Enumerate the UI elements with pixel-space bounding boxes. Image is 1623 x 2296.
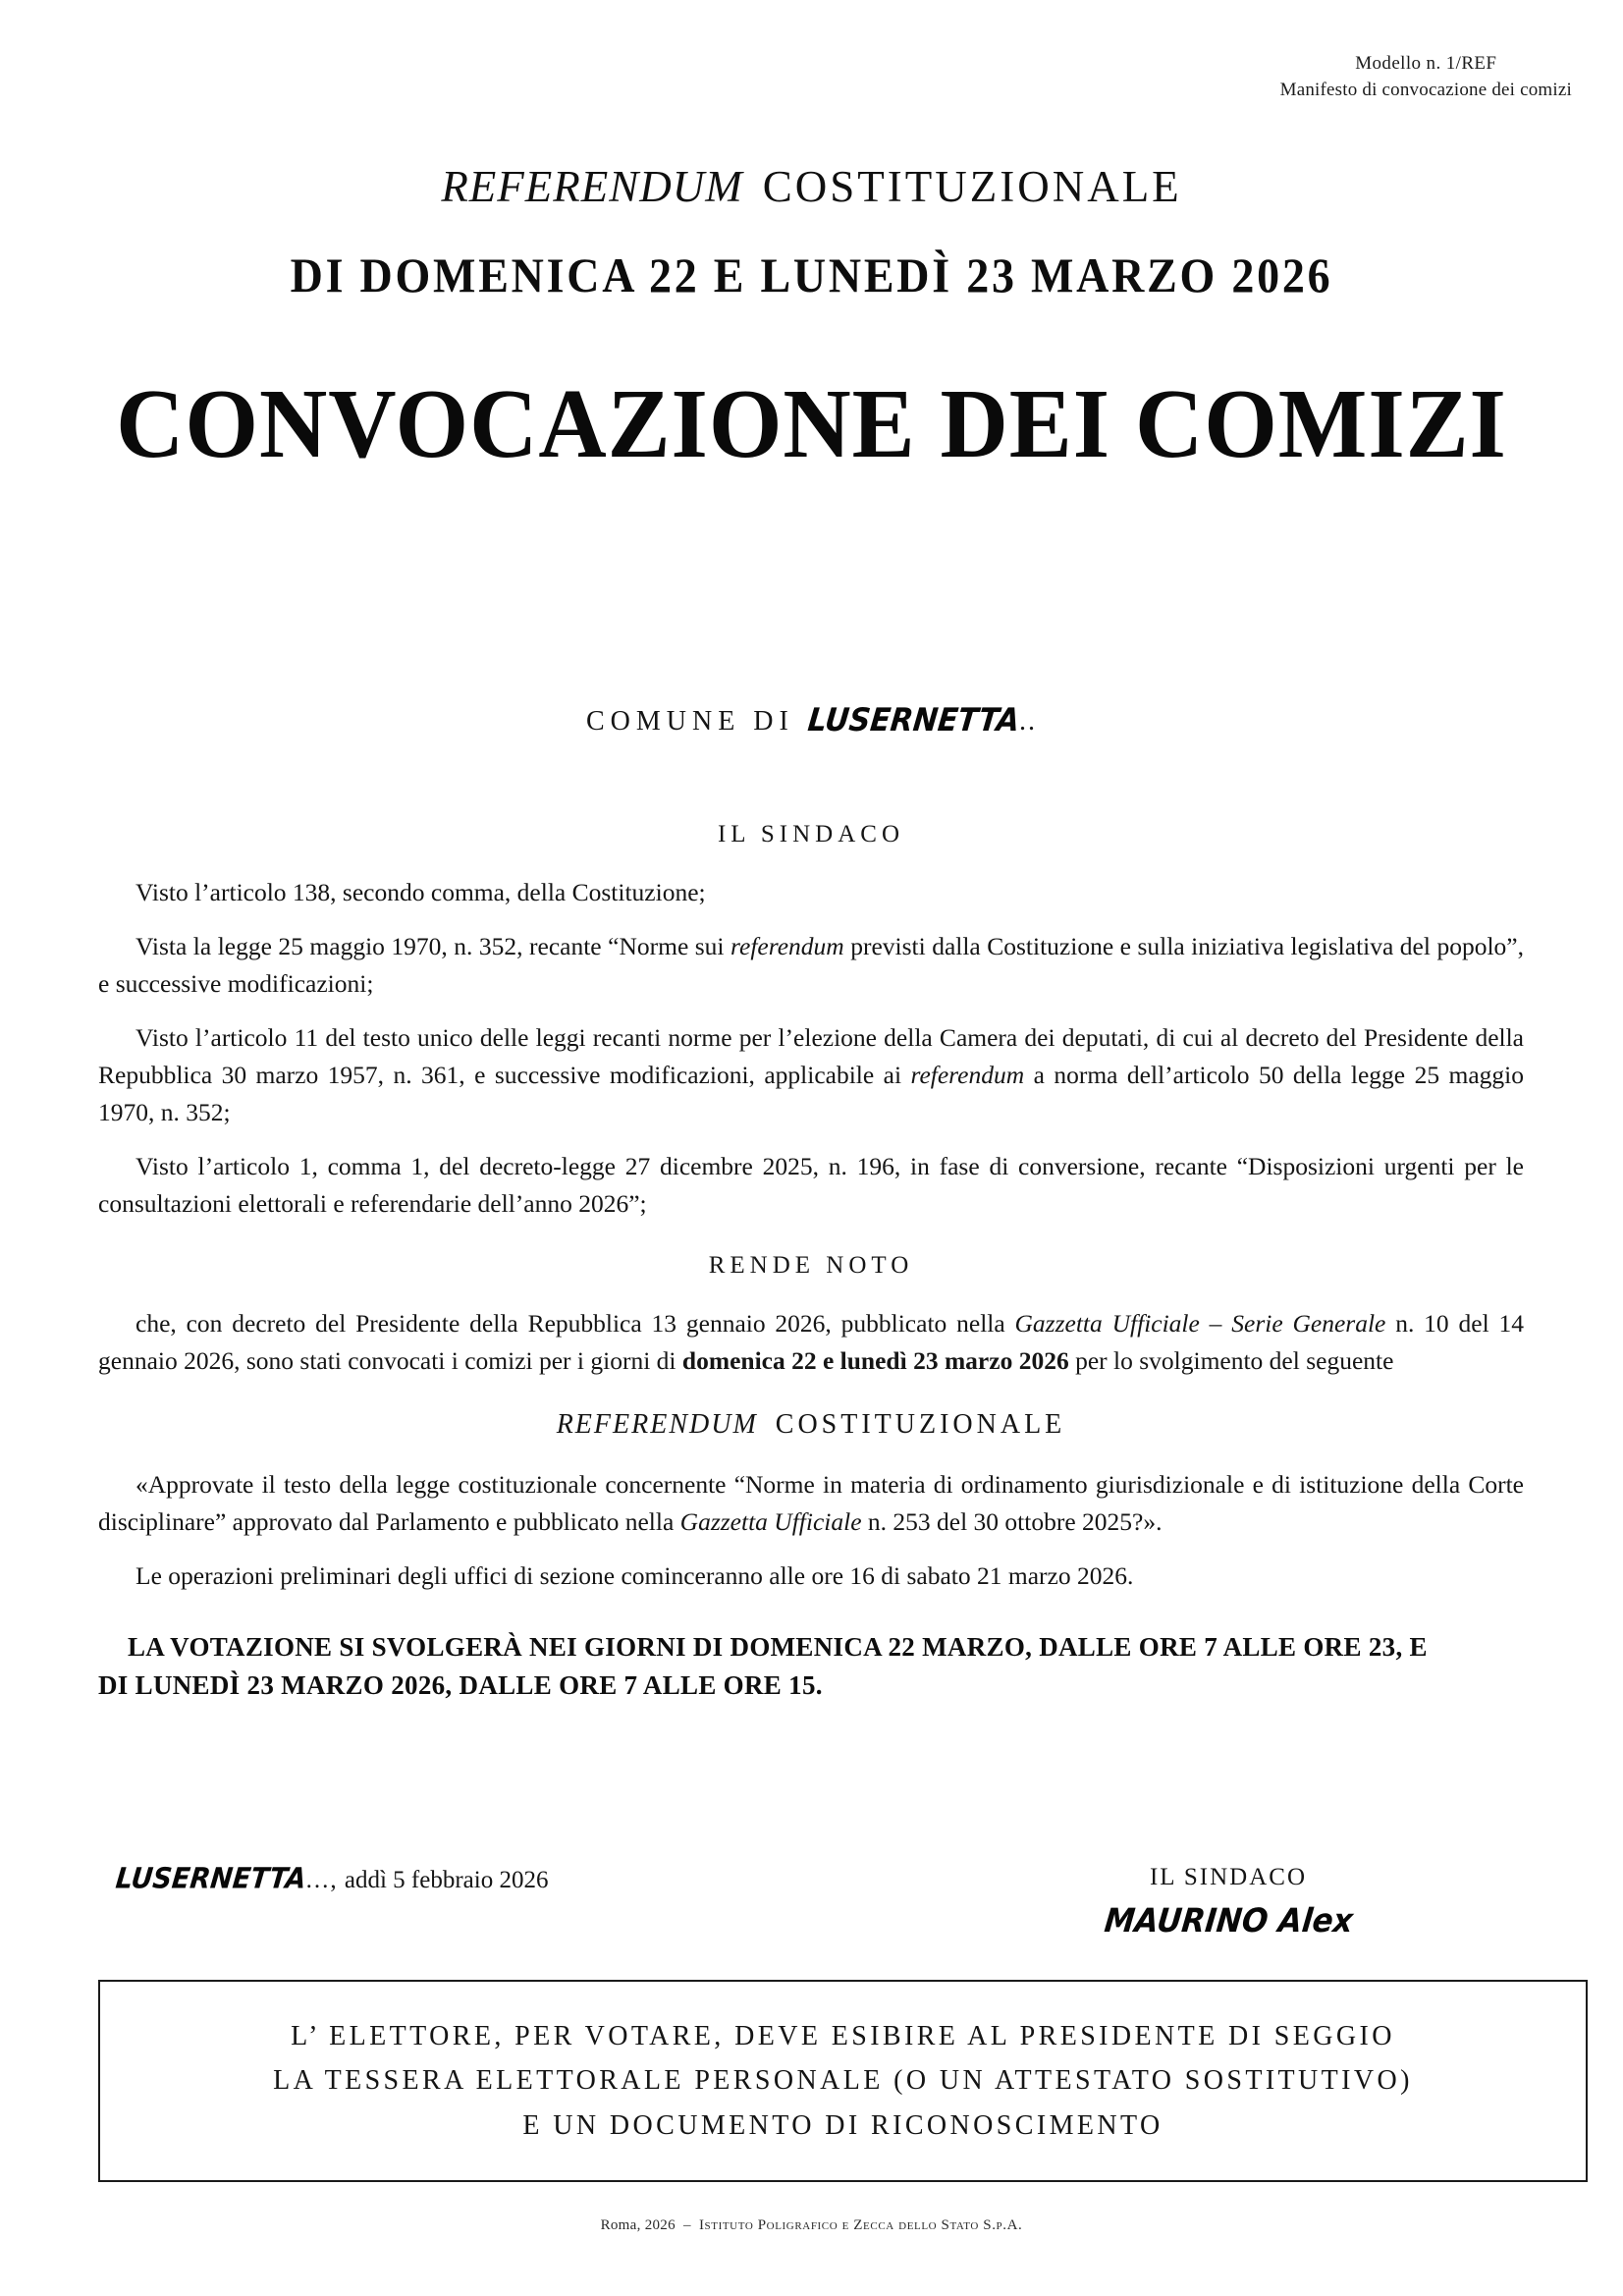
comune-name-handwritten: LUSERNETTA xyxy=(805,701,1022,739)
signature-date: addì 5 febbraio 2026 xyxy=(344,1867,549,1893)
comune-dots: .. xyxy=(1019,706,1038,737)
paragraph-visto-decreto-legge xyxy=(98,1148,1524,1223)
place-and-date xyxy=(116,1864,548,1894)
heading-il-sindaco: IL SINDACO xyxy=(717,821,905,847)
sindaco-label: IL SINDACO xyxy=(1149,1864,1308,1890)
p2-part-a: Vista la legge 25 maggio 1970, n. 352, recante “Norme sui xyxy=(135,931,731,960)
heading-referendum-costituzionale-sub xyxy=(98,1409,1524,1441)
p6-part-b: n. 253 del 30 ottobre 2025?». xyxy=(861,1506,1163,1536)
p5-italic-gazzetta: Gazzetta Ufficiale – Serie Generale xyxy=(1014,1308,1386,1338)
p6-part-a: «Approvate il testo della legge costituzionale concernente “Norme in materia di ordinamento giurisdizionale e di istituzione della Corte disciplinare” approvato dal Parlamento e pubblicato nella xyxy=(98,1469,1524,1536)
vote-line-2: DI LUNEDÌ 23 MARZO 2026, DALLE ORE 7 ALLE ORE 15. xyxy=(98,1669,823,1700)
p5-bold-dates: domenica 22 e lunedì 23 marzo 2026 xyxy=(681,1345,1069,1375)
title-referendum-costituzionale xyxy=(0,162,1623,211)
p6-italic-gazzetta: Gazzetta Ufficiale xyxy=(679,1506,862,1536)
paragraph-orari-votazione xyxy=(98,1628,1524,1705)
model-stamp xyxy=(1280,51,1572,104)
notice-line-1: L’ ELETTORE, PER VOTARE, DEVE ESIBIRE AL PRESIDENTE DI SEGGIO xyxy=(291,2020,1395,2051)
p7-text: Le operazioni preliminari degli uffici di sezione cominceranno alle ore 16 di sabato 21 marzo 2026. xyxy=(135,1560,1134,1590)
title-convocazione-dei-comizi: CONVOCAZIONE DEI COMIZI xyxy=(116,368,1507,478)
p4-text: Visto l’articolo 1, comma 1, del decreto-legge 27 dicembre 2025, n. 196, in fase di conversione, recante “Disposizioni urgenti per le consultazioni elettorali e referendarie dell’anno 2026”; xyxy=(98,1151,1524,1218)
p5-part-b: n. 10 del 14 gennaio 2026, sono stati convocati i comizi per i giorni di xyxy=(98,1308,1525,1375)
footer-publisher: Istituto Poligrafico e Zecca dello Stato S.p.A. xyxy=(698,2217,1023,2233)
footer-place-year: Roma, 2026 xyxy=(600,2217,676,2233)
heading-rende-noto: RENDE NOTO xyxy=(708,1251,914,1279)
p2-italic-referendum: referendum xyxy=(730,931,844,960)
title-dates: DI DOMENICA 22 E LUNEDÌ 23 MARZO 2026 xyxy=(290,247,1333,302)
notice-line-3: E UN DOCUMENTO DI RICONOSCIMENTO xyxy=(522,2109,1163,2141)
vote-line-1: LA VOTAZIONE SI SVOLGERÀ NEI GIORNI DI DOMENICA 22 MARZO, DALLE ORE 7 ALLE ORE 23, E xyxy=(128,1631,1428,1662)
paragraph-quesito-referendario xyxy=(98,1466,1524,1541)
headline-block xyxy=(0,162,1623,478)
p5-part-c: per lo svolgimento del seguente xyxy=(1068,1345,1394,1375)
p3-part-a: Visto l’articolo 11 del testo unico delle leggi recanti norme per l’elezione della Camera dei deputati, di cui al decreto del Presidente della Repubblica 30 marzo 1957, n. 361, e successive modificazioni, applicabile ai xyxy=(98,1022,1524,1089)
comune-label: COMUNE DI xyxy=(585,706,794,737)
model-description: Manifesto di convocazione dei comizi xyxy=(1279,79,1572,100)
voter-notice-box xyxy=(98,1980,1588,2182)
title-costituzionale-word: COSTITUZIONALE xyxy=(762,162,1182,211)
model-number: Modello n. 1/REF xyxy=(1355,53,1497,74)
signature-area xyxy=(98,1864,1588,1967)
printer-footer xyxy=(0,2217,1623,2234)
paragraph-visto-138 xyxy=(98,874,1524,911)
p2-part-b: previsti dalla Costituzione e sulla iniziativa legislativa del popolo”, e successive modificazioni; xyxy=(98,931,1524,998)
paragraph-visto-articolo-11 xyxy=(98,1019,1524,1131)
p3-italic-referendum: referendum xyxy=(910,1060,1025,1089)
mayor-signature-block xyxy=(1022,1864,1434,1939)
p5-part-a: che, con decreto del Presidente della Repubblica 13 gennaio 2026, pubblicato nella xyxy=(135,1308,1015,1338)
place-handwritten: LUSERNETTA xyxy=(114,1862,308,1896)
paragraph-visto-138-text: Visto l’articolo 138, secondo comma, della Costituzione; xyxy=(135,878,706,906)
title-referendum-word: REFERENDUM xyxy=(441,162,743,211)
sub-costituzionale-word: COSTITUZIONALE xyxy=(775,1408,1066,1440)
paragraph-che-con-decreto xyxy=(98,1305,1524,1380)
mayor-signature-handwritten: MAURINO Alex xyxy=(1102,1901,1355,1941)
paragraph-vista-legge-352 xyxy=(98,928,1524,1003)
sub-referendum-word: REFERENDUM xyxy=(556,1408,758,1440)
p3-part-b: a norma dell’articolo 50 della legge 25 maggio 1970, n. 352; xyxy=(98,1060,1524,1126)
paragraph-operazioni-preliminari xyxy=(98,1558,1524,1595)
notice-line-2: LA TESSERA ELETTORALE PERSONALE (O UN ATTESTATO SOSTITUTIVO) xyxy=(273,2065,1413,2097)
footer-dash: – xyxy=(683,2217,691,2233)
place-dots: ..., xyxy=(305,1867,339,1893)
comune-line xyxy=(0,703,1623,738)
body-text xyxy=(98,821,1524,1705)
